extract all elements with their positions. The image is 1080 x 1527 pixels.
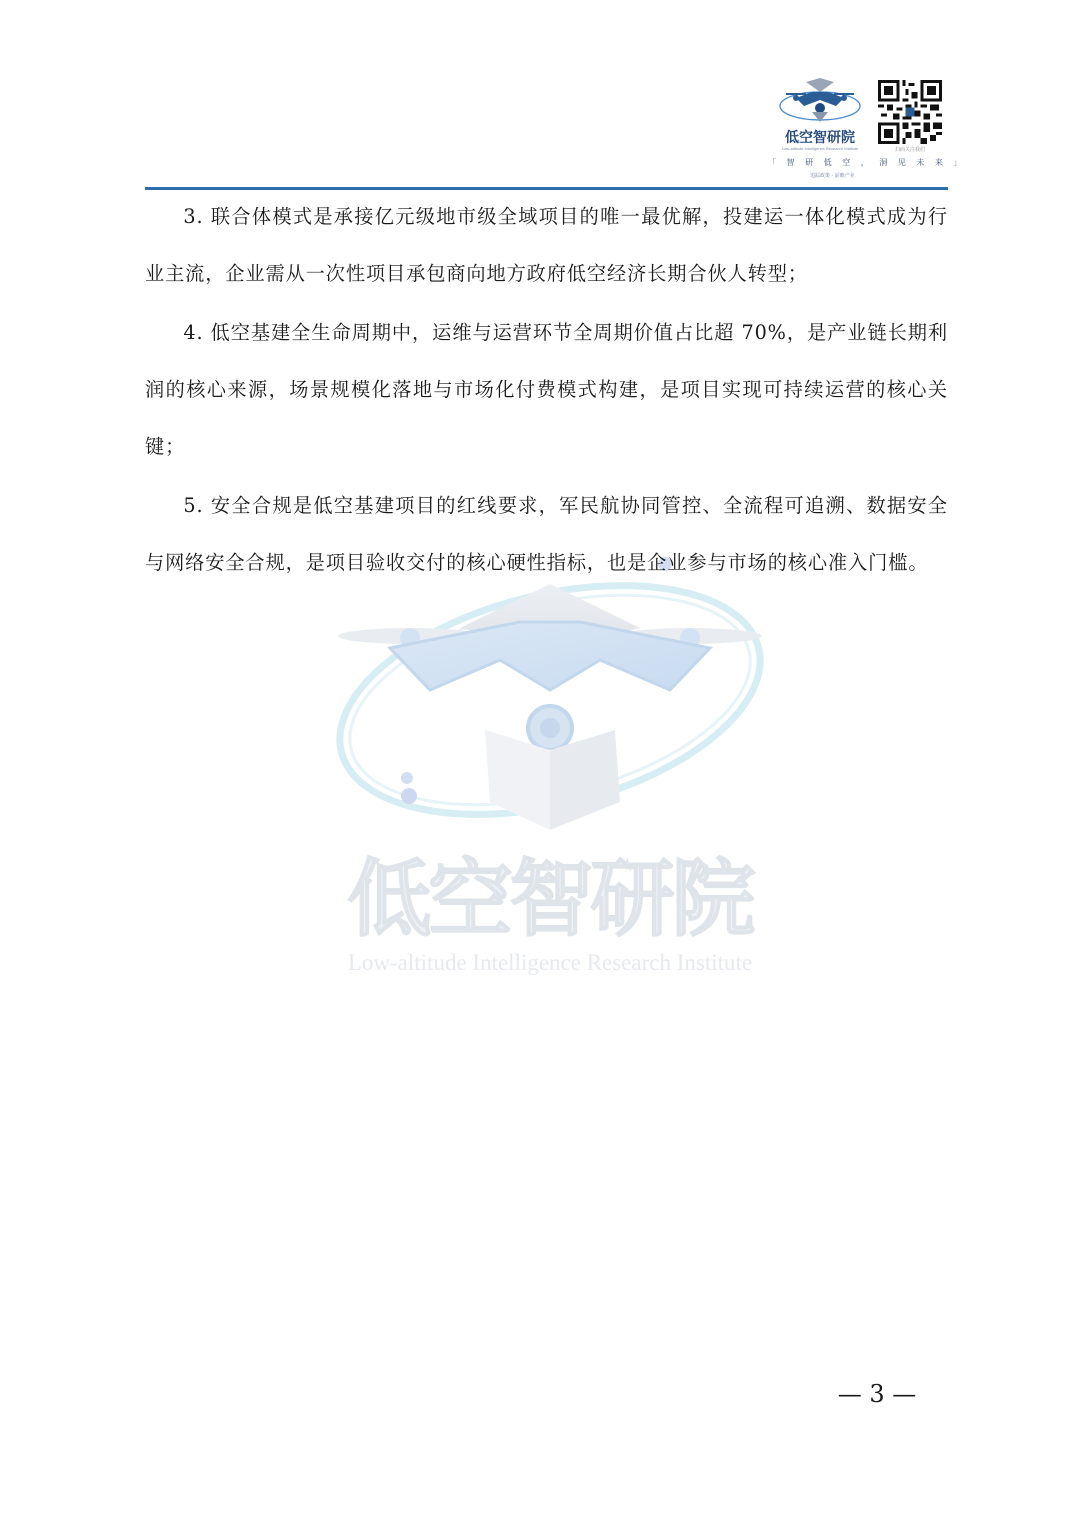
header-slogan: 「 智 研 低 空 ， 洞 见 未 来 」 (768, 158, 966, 167)
paragraph: 4. 低空基建全生命周期中，运维与运营环节全周期价值占比超 70%，是产业链长期利润的核心来源，场景规模化落地与市场化付费模式构建，是项目实现可持续运营的核心关键； (145, 321, 948, 458)
qr-caption: 扫码关注我们 (894, 147, 925, 153)
paragraph: 5. 安全合规是低空基建项目的红线要求，军民航协同管控、全流程可追溯、数据安全与网络安全合规，是项目验收交付的核心硬性指标，也是企业参与市场的核心准入门槛。 (145, 494, 948, 574)
qr-code-icon[interactable] (878, 80, 942, 144)
paragraph: 3. 联合体模式是承接亿元级地市级全域项目的唯一最优解，投建运一体化模式成为行业主流，企业需从一次性项目承包商向地方政府低空经济长期合伙人转型； (145, 205, 948, 285)
watermark-subtitle: Low-altitude Intelligence Research Institute (347, 950, 753, 975)
header-slogan-subtitle: 追踪政策 · 前瞻产业 (810, 173, 855, 179)
page-number: — 3 — (837, 1380, 917, 1408)
header-logo-text: 低空智研院 (785, 130, 855, 146)
header-logo-subtitle: Low-altitude Intelligence Research Institute (781, 146, 859, 151)
body-text (145, 188, 948, 593)
watermark-title: 低空智研院 (347, 850, 753, 948)
